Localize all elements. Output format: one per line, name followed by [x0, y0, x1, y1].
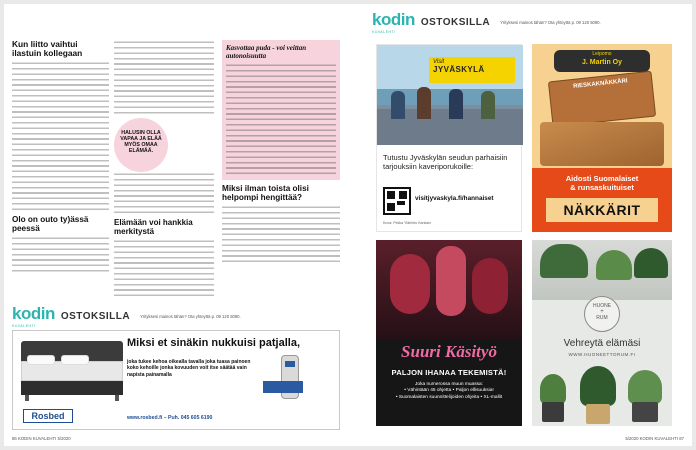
suuri-bullets: Joka numerossa muun muassa: • Vähintään 45 ohjetta • Paljon ellisuuksia! • Suomalaisten suunnittelijoiden ohjeita • XL-mallit [395, 382, 503, 400]
section-title: OSTOKSILLA [60, 310, 131, 322]
ad-copy: joka tukee kehoa oikealla tavalla joka tuasa painoen koko kehoille jonka kovuuden voit itse säätää vain napista painamalla [127, 359, 251, 378]
quote-text: HALUSIN OLLA VAPAA JA ELÄÄ MYÖS OMAA ELÄMÄÄ. [120, 130, 162, 154]
pull-quote [114, 118, 214, 170]
ad-url[interactable]: www.rosbed.fi – Puh. 045 605 6190 [127, 415, 213, 421]
ad-j-martin[interactable] [532, 44, 672, 232]
visit-logo: Visit JYVÄSKYLÄ [429, 57, 515, 83]
section-title: OSTOKSILLA [420, 16, 491, 28]
potted-plants [532, 360, 672, 426]
martin-big: NÄKKÄRIT [546, 198, 658, 222]
page-folio: 86 KODIN KUVALEHTI 5/2020 [12, 436, 71, 441]
ad-rosbed[interactable] [12, 306, 340, 432]
heading-olo: Olo on outo ty)ässä peessä [12, 215, 89, 233]
plant-photo [532, 240, 672, 300]
suuri-title: Suuri Käsityö [401, 342, 497, 361]
martin-logo: Leipomo J. Martin Oy [554, 50, 650, 72]
visit-link[interactable]: visitjyvaskyla.fi/hannaiset [415, 195, 494, 202]
kodin-logo: kodin [372, 10, 415, 29]
header [372, 10, 601, 34]
ad-huone-rum[interactable] [532, 240, 672, 426]
qr-code[interactable] [383, 187, 411, 215]
right-page [348, 4, 692, 446]
left-page [4, 4, 348, 446]
heading-ilman: Miksi ilman toista olisi helpompi hengittää? [222, 184, 309, 202]
remote-illustration [263, 355, 317, 415]
kodin-logo-sub: KUVALEHTI [12, 324, 36, 328]
contact-text: Yrityksesi mainos tähän? Ota yhteyttä p. 09 120 5090. [500, 19, 601, 25]
column-2 [114, 40, 214, 299]
ad-suuri-kasityo[interactable] [376, 240, 522, 426]
visit-credit: Kuva: Pekka Ylähiirto Kankain [383, 221, 432, 225]
crispbread-package: RIESKAKNÄKKÄRI [548, 71, 656, 128]
kodin-logo: kodin [12, 304, 55, 323]
huone-title: Vehreytä elämäsi [563, 338, 641, 349]
rosbed-logo: Rosbed [23, 409, 73, 423]
huone-logo: HUONE + RUM [584, 296, 620, 332]
callout-box [222, 40, 340, 180]
yarn-photo [376, 240, 522, 340]
martin-banner: Aidosti Suomalaiset & runsaskuituiset [532, 168, 672, 232]
ad-box [12, 330, 340, 430]
heading-kun-liitto: Kun liitto vaihtui ilastuin kollegaan [12, 39, 83, 58]
contact-text: Yrityksesi mainos tähän? Ota yhteyttä p. 09 120 5090. [140, 313, 241, 319]
column-1 [12, 40, 109, 272]
visit-text: Tutustu Jyväskylän seudun parhaisiin tarjouksiin kaveriporukoille: [383, 153, 508, 171]
callout-heading: Kasvottaa puda - voi veittan autonoisuutta [226, 44, 307, 60]
column-3 [222, 40, 340, 265]
kodin-logo-sub: KUVALEHTI [372, 30, 396, 34]
ad-visit-jyvaskyla[interactable] [376, 44, 522, 232]
bed-image [21, 341, 123, 403]
huone-url[interactable]: WWW.HUONEETTORUM.FI [568, 352, 636, 357]
crispbread-slices [540, 122, 664, 166]
suuri-sub: PALJON IHANAA TEKEMISTÄ! [391, 368, 507, 377]
heading-elamaan: Elämään voi hankkia merkitystä [114, 218, 193, 236]
text-block [12, 61, 109, 211]
page-folio: 5/2020 KODIN KUVALEHTI 87 [625, 436, 684, 441]
text-block [12, 236, 109, 272]
ad-headline: Miksi et sinäkin nukkuisi patjalla, [127, 337, 301, 349]
